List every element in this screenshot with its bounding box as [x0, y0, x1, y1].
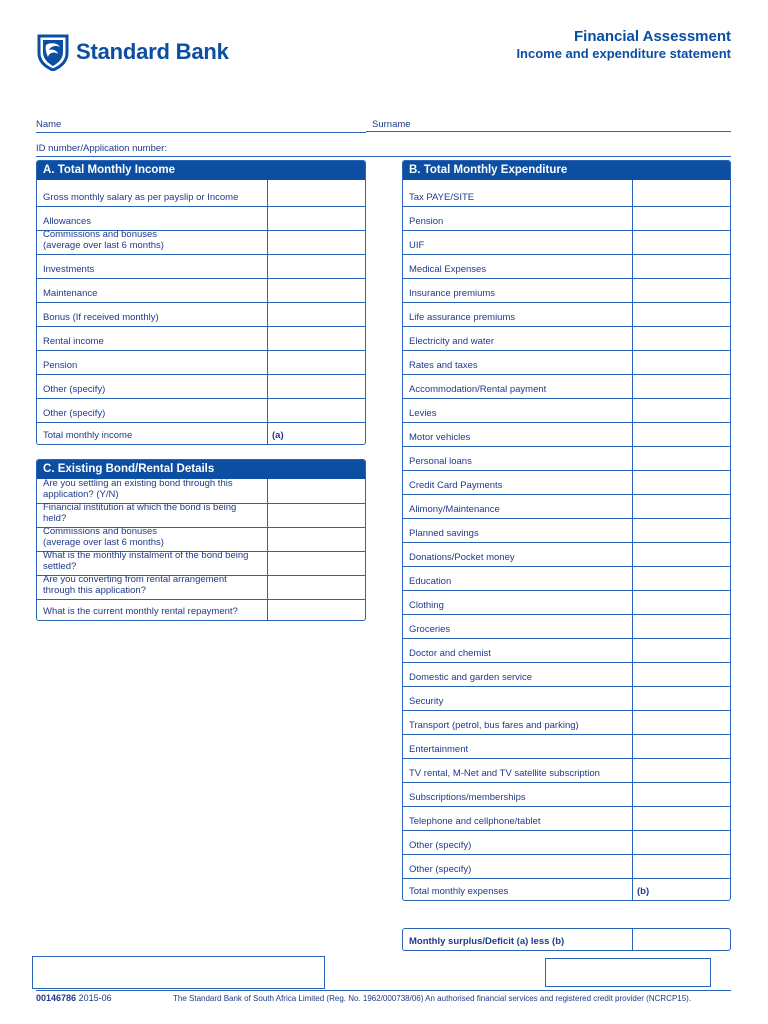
table-row [37, 575, 365, 599]
row-label: Alimony/Maintenance [409, 504, 500, 515]
row-label: Allowances [43, 216, 92, 227]
legal-notice: The Standard Bank of South Africa Limited (Reg. No. 1962/000738/06) An authorised financial services and registered credit provider (NCRCP15). [173, 994, 692, 1003]
footer-divider [36, 990, 731, 991]
amount-input[interactable] [267, 231, 367, 254]
row-label: Pension [409, 216, 444, 227]
section-a-title: A. Total Monthly Income [37, 161, 365, 180]
table-row [37, 254, 365, 278]
table-row [403, 614, 730, 638]
amount-input[interactable] [632, 399, 732, 422]
row-label: Subscriptions/memberships [409, 792, 526, 803]
amount-input[interactable] [632, 423, 732, 446]
monthly-surplus-row [402, 928, 731, 951]
table-row [403, 494, 730, 518]
row-label: Rates and taxes [409, 360, 478, 371]
table-row [403, 254, 730, 278]
row-label: Gross monthly salary as per payslip or Income [43, 192, 239, 203]
row-label: Entertainment [409, 744, 469, 755]
amount-input[interactable] [267, 479, 367, 503]
amount-input[interactable] [267, 576, 367, 599]
amount-input[interactable] [267, 552, 367, 575]
row-label: Are you settling an existing bond through this application? (Y/N) [43, 478, 233, 500]
monthly-surplus-label: Monthly surplus/Deficit (a) less (b) [409, 936, 565, 947]
table-row [403, 710, 730, 734]
amount-input[interactable] [267, 327, 367, 350]
row-label: Education [409, 576, 452, 587]
amount-input[interactable] [267, 207, 367, 230]
table-row [37, 206, 365, 230]
amount-input[interactable] [267, 600, 367, 620]
row-label: Donations/Pocket money [409, 552, 515, 563]
amount-input[interactable] [632, 591, 732, 614]
amount-input[interactable] [632, 831, 732, 854]
amount-input[interactable] [267, 528, 367, 551]
amount-input[interactable] [632, 471, 732, 494]
row-label: Rental income [43, 336, 104, 347]
row-label: Other (specify) [409, 864, 472, 875]
table-row [403, 302, 730, 326]
section-a-rows [37, 180, 365, 444]
section-total-monthly-expenditure [402, 160, 731, 901]
table-row [37, 527, 365, 551]
table-row [403, 662, 730, 686]
table-row [37, 278, 365, 302]
table-row [37, 479, 365, 503]
row-label: Bonus (If received monthly) [43, 312, 159, 323]
table-row [37, 599, 365, 620]
amount-input[interactable] [267, 399, 367, 422]
table-row [403, 422, 730, 446]
row-label: Financial institution at which the bond is being held? [43, 502, 237, 524]
name-field[interactable] [36, 118, 366, 133]
amount-input[interactable] [632, 375, 732, 398]
signature-box[interactable] [32, 956, 325, 989]
table-row [403, 398, 730, 422]
total-marker: (a) [272, 430, 284, 441]
table-row [37, 180, 365, 206]
table-row [403, 542, 730, 566]
table-row [37, 230, 365, 254]
table-row [403, 206, 730, 230]
table-row [37, 374, 365, 398]
table-row [37, 302, 365, 326]
amount-input[interactable] [632, 711, 732, 734]
amount-input[interactable] [632, 567, 732, 590]
row-label: UIF [409, 240, 425, 251]
row-label: Investments [43, 264, 95, 275]
table-row [403, 350, 730, 374]
table-row [37, 398, 365, 422]
row-label: Insurance premiums [409, 288, 496, 299]
row-label: Total monthly income [43, 430, 133, 441]
name-label: Name [36, 119, 62, 130]
surname-field[interactable] [366, 118, 731, 132]
table-row [403, 734, 730, 758]
table-row [403, 230, 730, 254]
amount-input[interactable] [632, 783, 732, 806]
section-c-rows [37, 479, 365, 620]
section-b-title: B. Total Monthly Expenditure [403, 161, 730, 180]
amount-input[interactable] [632, 639, 732, 662]
form-date: 2015-06 [78, 993, 112, 1003]
amount-input[interactable] [632, 855, 732, 878]
row-label: Other (specify) [43, 384, 106, 395]
table-row [37, 350, 365, 374]
row-label: Levies [409, 408, 437, 419]
amount-input[interactable] [632, 807, 732, 830]
table-row [403, 830, 730, 854]
form-number [36, 993, 112, 1003]
row-label: Total monthly expenses [409, 886, 509, 897]
amount-input[interactable] [632, 519, 732, 542]
amount-input[interactable] [267, 375, 367, 398]
row-label: What is the monthly instalment of the bond being settled? [43, 550, 249, 572]
shield-icon [36, 33, 70, 71]
table-row [403, 326, 730, 350]
row-label: Maintenance [43, 288, 98, 299]
row-label: Tax PAYE/SITE [409, 192, 475, 203]
table-row [403, 180, 730, 206]
brand-logo [36, 33, 229, 71]
table-row [403, 470, 730, 494]
row-label: Accommodation/Rental payment [409, 384, 547, 395]
amount-input[interactable] [632, 279, 732, 302]
document-header [516, 28, 731, 61]
amount-input[interactable] [632, 447, 732, 470]
amount-input[interactable] [632, 543, 732, 566]
table-row [403, 278, 730, 302]
document-subtitle: Income and expenditure statement [516, 46, 731, 61]
row-label: Other (specify) [43, 408, 106, 419]
table-row [403, 806, 730, 830]
table-row [403, 590, 730, 614]
table-row [403, 686, 730, 710]
row-label: Transport (petrol, bus fares and parking) [409, 720, 579, 731]
row-label: Commissions and bonuses (average over last 6 months) [43, 229, 164, 251]
row-label: Planned savings [409, 528, 479, 539]
amount-input[interactable] [632, 231, 732, 254]
amount-input[interactable] [267, 180, 367, 206]
amount-input[interactable] [632, 255, 732, 278]
section-existing-bond-details [36, 459, 366, 621]
monthly-surplus-input[interactable] [632, 929, 733, 950]
row-label: Are you converting from rental arrangement through this application? [43, 574, 227, 596]
table-row [403, 638, 730, 662]
table-row [403, 374, 730, 398]
row-label: Commissions and bonuses (average over last 6 months) [43, 526, 164, 548]
amount-input[interactable] [632, 303, 732, 326]
table-row [403, 758, 730, 782]
amount-input[interactable] [632, 351, 732, 374]
amount-input[interactable] [632, 663, 732, 686]
table-row [37, 422, 365, 444]
table-row [37, 326, 365, 350]
row-label: Credit Card Payments [409, 480, 503, 491]
row-label: TV rental, M-Net and TV satellite subscription [409, 768, 600, 779]
amount-input[interactable] [632, 327, 732, 350]
row-label: Other (specify) [409, 840, 472, 851]
row-label: Clothing [409, 600, 444, 611]
total-marker: (b) [637, 886, 650, 897]
row-label: What is the current monthly rental repayment? [43, 606, 238, 617]
amount-input[interactable] [632, 615, 732, 638]
row-label: Pension [43, 360, 78, 371]
amount-input[interactable] [632, 735, 732, 758]
row-label: Motor vehicles [409, 432, 471, 443]
table-row [403, 782, 730, 806]
amount-input[interactable] [632, 687, 732, 710]
row-label: Domestic and garden service [409, 672, 533, 683]
amount-input[interactable] [267, 255, 367, 278]
row-label: Doctor and chemist [409, 648, 491, 659]
brand-name: Standard Bank [76, 39, 229, 64]
row-label: Security [409, 696, 444, 707]
id-number-field[interactable] [36, 142, 731, 157]
amount-input[interactable] [632, 207, 732, 230]
section-b-rows [403, 180, 730, 900]
reference-box[interactable] [545, 958, 711, 987]
amount-input[interactable] [632, 495, 732, 518]
row-label: Personal loans [409, 456, 472, 467]
id-number-label: ID number/Application number: [36, 143, 167, 154]
amount-input[interactable] [267, 303, 367, 326]
row-label: Groceries [409, 624, 451, 635]
amount-input[interactable] [267, 351, 367, 374]
amount-input[interactable] [632, 759, 732, 782]
amount-input[interactable] [267, 279, 367, 302]
table-row [403, 446, 730, 470]
table-row [37, 551, 365, 575]
document-title: Financial Assessment [573, 28, 731, 45]
table-row [403, 854, 730, 878]
section-total-monthly-income [36, 160, 366, 445]
section-c-title: C. Existing Bond/Rental Details [37, 460, 365, 479]
form-number-code: 00146786 [36, 993, 77, 1003]
table-row [37, 503, 365, 527]
row-label: Telephone and cellphone/tablet [409, 816, 541, 827]
table-row [403, 566, 730, 590]
row-label: Electricity and water [409, 336, 495, 347]
table-row [403, 878, 730, 900]
row-label: Life assurance premiums [409, 312, 516, 323]
table-row [403, 518, 730, 542]
surname-label: Surname [372, 119, 411, 130]
amount-input[interactable] [632, 180, 732, 206]
amount-input[interactable] [267, 504, 367, 527]
row-label: Medical Expenses [409, 264, 487, 275]
